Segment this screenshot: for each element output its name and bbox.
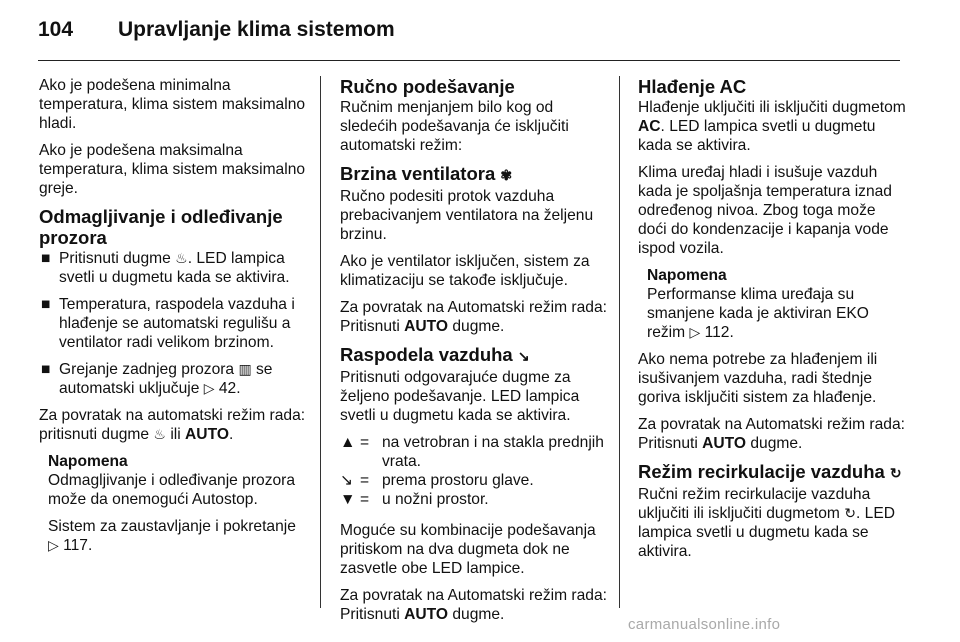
defrost-icon: ♨: [175, 250, 188, 266]
paragraph: Ako nema potrebe za hlađenjem ili isušivanjem vazduha, radi štednje goriva isključiti sistem za hlađenje.: [638, 351, 878, 406]
column-divider-right: [619, 76, 620, 608]
list-item: ■ Pritisnuti dugme ♨. LED lampica svetli u dugmetu kada se aktivira.: [41, 250, 290, 286]
note-title: Napomena: [48, 453, 128, 470]
list-item: ■ Temperatura, raspodela vazduha i hlađenje se automatski regulišu a ventilator radi velikom brzinom.: [41, 296, 295, 351]
paragraph: Za povratak na Automatski režim rada: Pritisnuti AUTO dugme.: [638, 416, 905, 452]
paragraph: Hlađenje uključiti ili isključiti dugmetom AC. LED lampica svetli u dugmetu kada se aktivira.: [638, 99, 906, 154]
paragraph: Ručnim menjanjem bilo kog od sledećih podešavanja će isključiti automatski režim:: [340, 99, 569, 154]
bullet: ■: [41, 361, 51, 378]
paragraph: Ako je podešena maksimalna temperatura, klima sistem maksimalno greje.: [39, 142, 306, 197]
column-divider-left: [320, 76, 321, 608]
paragraph: Ručno podesiti protok vazduha prebacivanjem ventilatora na željenu brzinu.: [340, 188, 594, 243]
paragraph: Ručni režim recirkulacije vazduha uključiti ili isključiti dugmetom ↻. LED lampica svetli u dugmetu kada se aktivira.: [638, 486, 895, 560]
table-row: ▼ = u nožni prostor.: [340, 491, 489, 508]
page-reference-link[interactable]: 112.: [704, 324, 734, 341]
paragraph: Za povratak na Automatski režim rada: Pritisnuti AUTO dugme.: [340, 587, 607, 623]
watermark: carmanualsonline.info: [628, 616, 781, 633]
air-distribution-icon: ↘: [517, 348, 530, 364]
paragraph: Klima uređaj hladi i isušuje vazduh kada je spoljašnja temperatura iznad određenog nivoa. Zbog toga može doći do kondenzacije i kapanja vode ispod vozila.: [638, 164, 892, 257]
section-heading-distribution: Raspodela vazduha ↘: [340, 344, 530, 365]
section-heading-defog: Odmagljivanje i odleđivanje prozora: [39, 206, 283, 248]
recirculation-icon: ↻: [844, 505, 856, 521]
page-reference-arrow-icon: ▷: [203, 380, 215, 396]
fan-icon: ✾: [500, 167, 513, 183]
paragraph: Za povratak na automatski režim rada: pritisnuti dugme ♨ ili AUTO.: [39, 407, 306, 443]
page-number: 104: [38, 18, 74, 41]
note-text: Performanse klima uređaja su smanjene kada je aktiviran EKO režim ▷ 112.: [647, 286, 869, 341]
page-title: Upravljanje klima sistemom: [118, 18, 395, 41]
note-text: Sistem za zaustavljanje i pokretanje ▷ 117.: [48, 518, 296, 554]
bullet: ■: [41, 250, 51, 267]
column-middle: [340, 76, 610, 632]
section-heading-fan: Brzina ventilatora ✾: [340, 163, 513, 184]
paragraph: Za povratak na Automatski režim rada: Pritisnuti AUTO dugme.: [340, 299, 607, 335]
defrost-icon: ♨: [153, 426, 166, 442]
column-left: [39, 76, 311, 563]
symbol-table: [340, 433, 610, 509]
page-reference-arrow-icon: ▷: [689, 324, 701, 340]
paragraph: Ako je podešena minimalna temperatura, klima sistem maksimalno hladi.: [39, 77, 306, 132]
column-right: [638, 76, 908, 569]
section-heading-ac: Hlađenje AC: [638, 76, 747, 97]
paragraph: Ako je ventilator isključen, sistem za klimatizaciju se takođe isključuje.: [340, 253, 590, 289]
page-reference-link[interactable]: 42.: [218, 380, 241, 397]
page-reference-link[interactable]: 117.: [63, 537, 93, 554]
paragraph: Pritisnuti odgovarajuće dugme za željeno podešavanje. LED lampica svetli u dugmetu kada se aktivira.: [340, 369, 580, 424]
page-reference-arrow-icon: ▷: [48, 537, 59, 553]
table-row: ▲ = na vetrobran i na stakla prednjih vrata.: [340, 434, 604, 470]
paragraph: Moguće su kombinacije podešavanja pritiskom na dva dugmeta dok ne zasvetle obe LED lampice.: [340, 522, 596, 577]
rear-window-heating-icon: ▥: [238, 361, 252, 377]
list-item: ■ Grejanje zadnjeg prozora ▥ se automatski uključuje ▷ 42.: [41, 361, 273, 397]
table-row: ↘ = prema prostoru glave.: [340, 472, 534, 489]
bullet: ■: [41, 296, 51, 313]
note-title: Napomena: [647, 267, 727, 284]
note-block: [39, 452, 311, 555]
section-heading-recirculation: Režim recirkulacije vazduha ↻: [638, 461, 902, 482]
section-heading-manual: Ručno podešavanje: [340, 76, 515, 97]
note-block: [638, 266, 908, 342]
recirculation-icon: ↻: [889, 465, 902, 481]
note-text: Odmagljivanje i odleđivanje prozora može da onemogući Autostop.: [48, 472, 296, 508]
header-divider: [38, 60, 900, 61]
